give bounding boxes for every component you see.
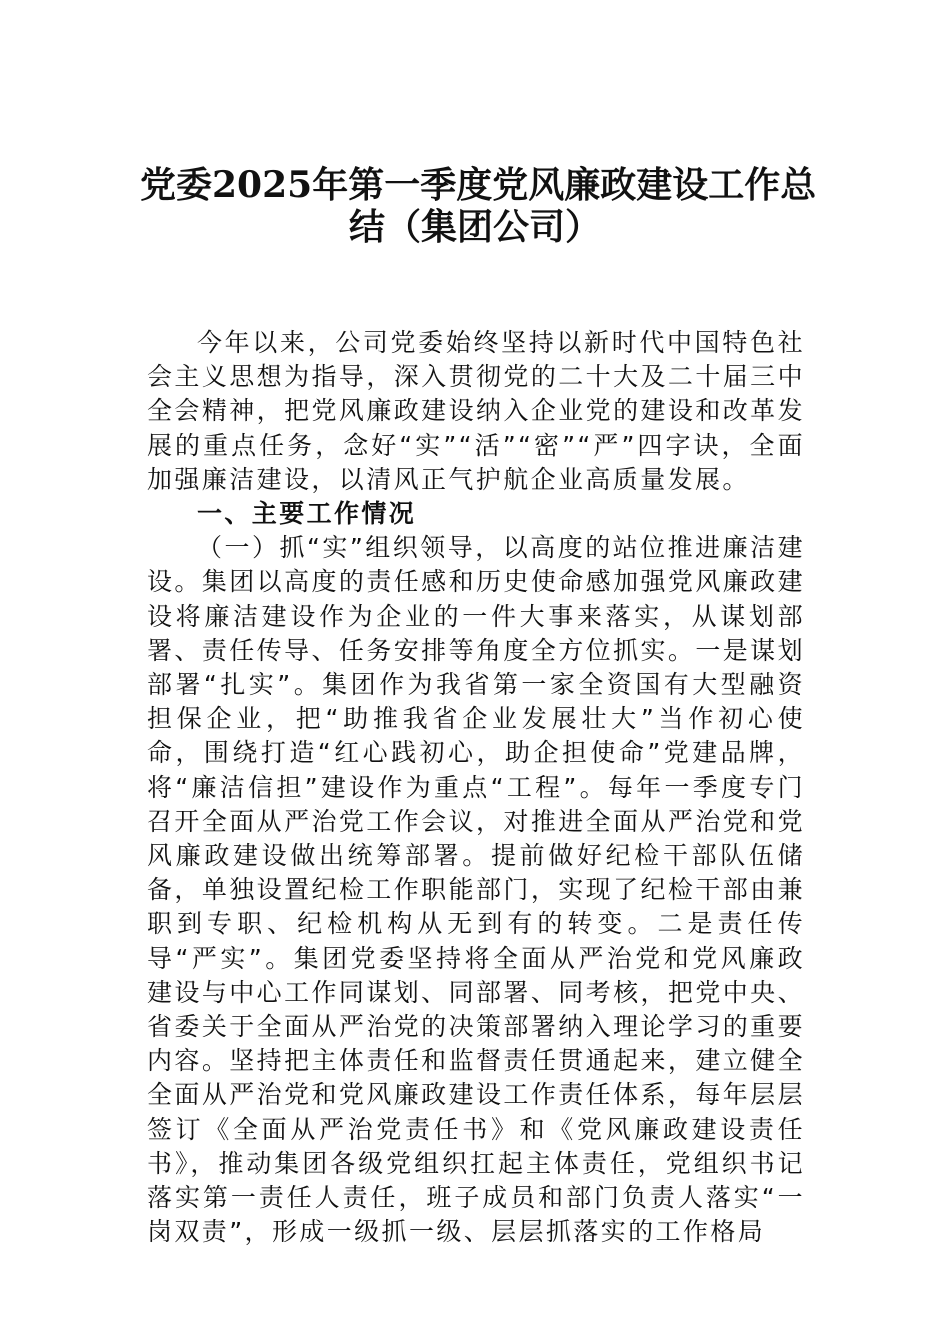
document-title-line-1: 党委2025年第一季度党风廉政建设工作总 (140, 164, 817, 206)
body-paragraph: （一）抓“实”组织领导，以高度的站位推进廉洁建设。集团以高度的责任感和历史使命感加强党风廉政建设将廉洁建设作为企业的一件大事来落实，从谋划部署、责任传导、任务安排等角度全方位抓实。一是谋划部署“扎实”。集团作为我省第一家全资国有大型融资担保企业，把“助推我省企业发展壮大”当作初心使命，围绕打造“红心践初心，助企担使命”党建品牌，将“廉洁信担”建设作为重点“工程”。每年一季度专门召开全面从严治党工作会议，对推进全面从严治党和党风廉政建设做出统筹部署。提前做好纪检干部队伍储备，单独设置纪检工作职能部门，实现了纪检干部由兼职到专职、纪检机构从无到有的转变。二是责任传导“严实”。集团党委坚持将全面从严治党和党风廉政建设与中心工作同谋划、同部署、同考核，把党中央、省委关于全面从严治党的决策部署纳入理论学习的重要内容。坚持把主体责任和监督责任贯通起来，建立健全全面从严治党和党风廉政建设工作责任体系，每年层层签订《全面从严治党责任书》和《党风廉政建设责任书》，推动集团各级党组织扛起主体责任，党组织书记落实第一责任人责任，班子成员和部门负责人落实“一岗双责”，形成一级抓一级、层层抓落实的工作格局 (147, 533, 805, 1247)
section-heading: 一、主要工作情况 (197, 499, 417, 529)
intro-paragraph: 今年以来，公司党委始终坚持以新时代中国特色社会主义思想为指导，深入贯彻党的二十大及二十届三中全会精神，把党风廉政建设纳入企业党的建设和改革发展的重点任务，念好“实”“活”“密”“严”四字诀，全面加强廉洁建设，以清风正气护航企业高质量发展。 (147, 328, 805, 494)
document-body (147, 326, 805, 1249)
document-title-line-2: 结（集团公司） (348, 206, 601, 248)
